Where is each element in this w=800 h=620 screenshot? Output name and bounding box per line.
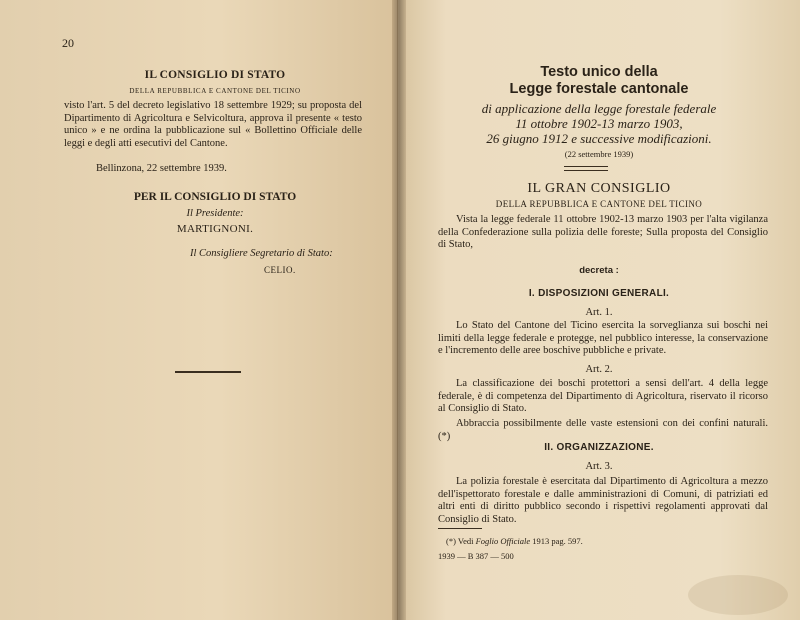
right-page [398, 0, 800, 620]
approval-date: Bellinzona, 22 settembre 1939. [96, 163, 227, 174]
grand-council-heading: IL GRAN CONSIGLIO [527, 181, 671, 196]
grand-council-subheading: DELLA REPUBBLICA E CANTONE DEL TICINO [495, 199, 703, 209]
section-heading-general: I. DISPOSIZIONI GENERALI. [528, 288, 670, 299]
article-3-label: Art. 3. [585, 461, 613, 472]
print-code: 1939 — B 387 — 500 [438, 551, 514, 561]
double-rule [564, 166, 608, 171]
subtitle-line2: 11 ottobre 1902-13 marzo 1903, [515, 116, 683, 131]
secretary-label: Il Consigliere Segretario di Stato: [190, 248, 333, 259]
preamble-text: Vista la legge federale 11 ottobre 1902-13 marzo 1903 per l'alta vigilanza della Confederazione sulla polizia delle foreste; Sulla proposta del Consiglio di Stato, [438, 214, 768, 251]
president-name: MARTIGNONI. [176, 223, 254, 235]
article-1-label: Art. 1. [585, 307, 613, 318]
book-spine [392, 0, 406, 620]
document-date: (22 settembre 1939) [564, 149, 634, 159]
subtitle-line1: di applicazione della legge forestale federale [481, 101, 717, 116]
decreto-label: decreta : [579, 265, 619, 276]
paper-stain [688, 575, 788, 615]
left-page [0, 0, 398, 620]
subtitle-line3: 26 giugno 1912 e successive modificazioni. [486, 131, 712, 146]
article-2-text-continued: Abbraccia possibilmente delle vaste estensioni con dei confini naturali. (*) [438, 418, 768, 442]
secretary-name: CELIO. [264, 265, 296, 275]
president-label: Il Presidente: [186, 208, 244, 219]
document-title-line1: Testo unico della [540, 64, 658, 80]
approval-text: visto l'art. 5 del decreto legislativo 18 settembre 1929; su proposta del Dipartimento di Agricoltura e Selvicoltura, approva il presente « testo unico » e ne ordina la pubblicazione sul « Bollettino Officiale delle leggi e degli atti esecutivi del Cantone. [64, 100, 362, 149]
article-2-label: Art. 2. [585, 364, 613, 375]
article-1-text: Lo Stato del Cantone del Ticino esercita la sorveglianza sui boschi nei limiti della legge federale e protegge, nel pubblico interesse, la conservazione e l'incremento delle aree boschive pubbliche e private. [438, 320, 768, 357]
article-3-text: La polizia forestale è esercitata dal Dipartimento di Agricoltura a mezzo dell'ispettorato forestale e dalle amministrazioni di Comuni, di patriziati ed altri enti di diritto pubblico secondo i rispettivi regolamenti approvati dal Consiglio di Stato. [438, 476, 768, 525]
section-heading-organization: II. ORGANIZZAZIONE. [544, 442, 654, 453]
document-title-line2: Legge forestale cantonale [509, 81, 689, 97]
footnote-prefix: (*) Vedi [446, 536, 474, 546]
article-2-text: La classificazione dei boschi protettori a sensi dell'art. 4 della legge federale, è di competenza del Dipartimento di Agricoltura, riservato il ricorso al Consiglio di Stato. [438, 378, 768, 415]
council-of-state-heading: IL CONSIGLIO DI STATO [144, 69, 286, 81]
footnote-rule [438, 528, 482, 529]
footnote [446, 536, 583, 546]
council-of-state-subheading: DELLA REPUBBLICA E CANTONE DEL TICINO [129, 87, 301, 95]
divider-rule [175, 371, 241, 373]
footnote-source: Foglio Officiale [475, 536, 531, 546]
signature-heading: PER IL CONSIGLIO DI STATO [133, 191, 297, 203]
page-number: 20 [62, 36, 74, 50]
footnote-rest: 1913 pag. 597. [532, 536, 583, 546]
